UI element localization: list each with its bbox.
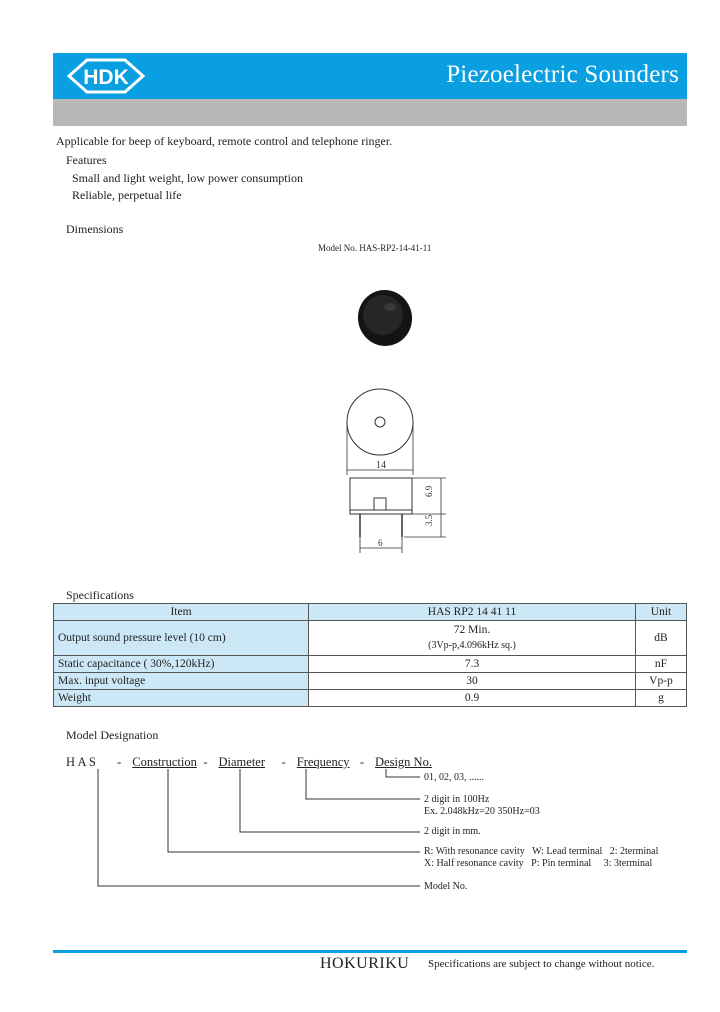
row-item: Output sound pressure level (10 cm)	[54, 621, 309, 656]
dim-height-top: 6.9	[424, 485, 434, 497]
row-value-main: 72 Min.	[453, 624, 491, 636]
model-label-text: Model No.	[318, 243, 357, 253]
row-item: Max. input voltage	[54, 673, 309, 690]
part-sep: -	[359, 755, 365, 769]
construction-desc-2: X: Half resonance cavity P: Pin terminal 3: 3terminal	[424, 858, 653, 869]
specs-heading: Specifications	[66, 588, 134, 602]
footer-brand: HOKURIKU	[320, 955, 410, 972]
logo-text: HDK	[83, 66, 129, 89]
feature-item: Small and light weight, low power consumption	[72, 171, 303, 185]
part-construction: Construction	[132, 755, 197, 769]
header-unit: Unit	[636, 604, 687, 621]
row-value: 0.9	[309, 690, 636, 707]
designation-heading: Model Designation	[66, 728, 159, 742]
row-unit: Vp-p	[636, 673, 687, 690]
page-title: Piezoelectric Sounders	[446, 61, 679, 88]
dimensions-heading: Dimensions	[66, 222, 124, 236]
header-item: Item	[54, 604, 309, 621]
features-heading: Features	[66, 153, 107, 167]
row-unit: nF	[636, 656, 687, 673]
row-unit: g	[636, 690, 687, 707]
feature-item: Reliable, perpetual life	[72, 188, 182, 202]
part-sep: -	[203, 755, 208, 769]
applicable-text: Applicable for beep of keyboard, remote control and telephone ringer.	[56, 134, 393, 148]
row-item: Weight	[54, 690, 309, 707]
part-design-no: Design No.	[375, 755, 432, 769]
design-no-desc: 01, 02, 03, ......	[424, 772, 484, 783]
part-diameter: Diameter	[218, 755, 266, 769]
dim-pin-spacing: 6	[378, 538, 383, 548]
frequency-desc-2: Ex. 2.048kHz=20 350Hz=03	[424, 806, 540, 817]
row-value: 30	[309, 673, 636, 690]
row-item: Static capacitance ( 30%,120kHz)	[54, 656, 309, 673]
construction-desc-1: R: With resonance cavity W: Lead terminal 2: 2terminal	[424, 846, 659, 857]
model-no-desc: Model No.	[424, 881, 468, 892]
footer-note: Specifications are subject to change without notice.	[428, 958, 655, 970]
part-sep: -	[117, 755, 122, 769]
part-frequency: Frequency	[296, 755, 350, 769]
row-unit: dB	[636, 621, 687, 656]
row-value: 7.3	[309, 656, 636, 673]
header-model: HAS RP2 14 41 11	[309, 604, 636, 621]
frequency-desc-1: 2 digit in 100Hz	[424, 794, 490, 805]
dim-height-bottom: 3.5	[424, 514, 434, 526]
part-has: H A S	[66, 755, 96, 769]
footer-divider	[53, 950, 687, 953]
dim-diameter: 14	[376, 460, 386, 471]
part-sep: -	[281, 755, 286, 769]
row-value-condition: (3Vp-p,4.096kHz sq.)	[428, 640, 516, 651]
diameter-desc: 2 digit in mm.	[424, 826, 481, 837]
model-value: HAS-RP2-14-41-11	[359, 243, 432, 253]
